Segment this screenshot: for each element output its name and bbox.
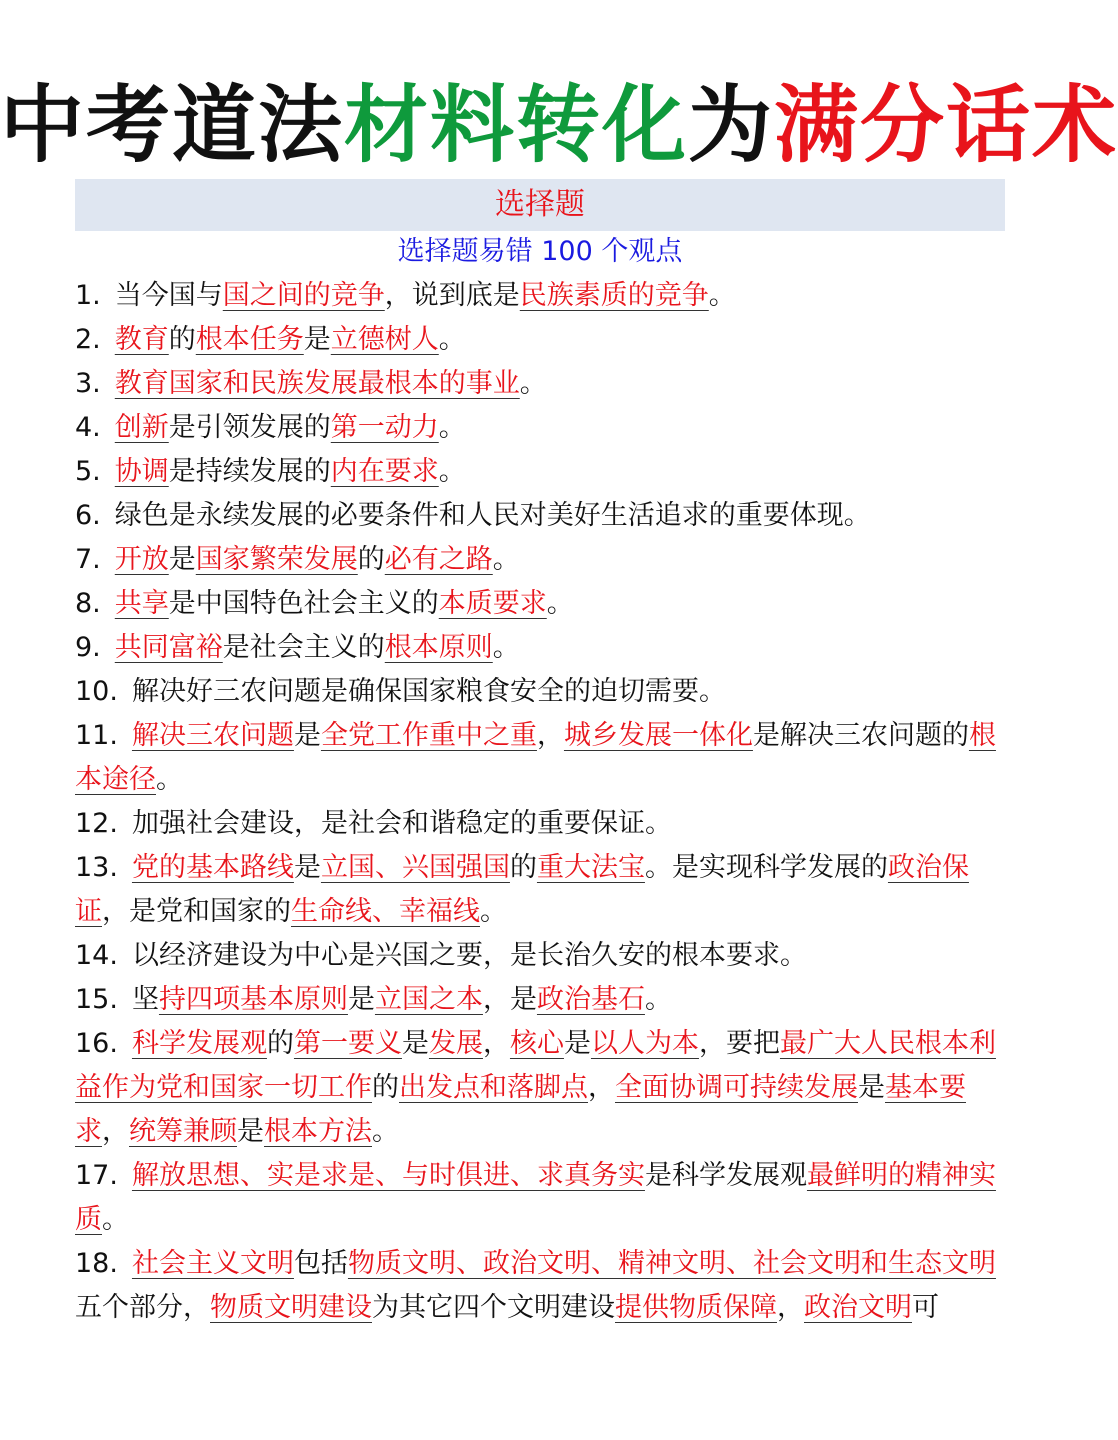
key-phrase: 教育国家和民族发展最根本的事业 [114,368,520,399]
item-number: 16. [75,1028,118,1059]
key-phrase: 政治基石 [536,984,645,1015]
key-phrase: 核心 [509,1028,564,1059]
list-item [75,802,1005,846]
key-phrase: 内在要求 [330,456,439,487]
key-phrase: 立国、兴国强国 [320,852,510,883]
item-text: 。 [438,456,466,487]
item-text: 的 [372,1072,399,1103]
key-phrase: 持四项基本原则 [158,984,348,1015]
key-phrase: 政治文明 [804,1292,912,1323]
item-number: 8. [75,588,101,619]
item-text: 的 [266,1028,294,1059]
list-item [75,362,1005,406]
title-part-3: 为 [688,75,775,174]
item-text: 包括 [293,1248,348,1279]
item-text: 。 [519,368,547,399]
key-phrase: 立国之本 [374,984,483,1015]
item-text: 是中国特色社会主义的 [168,588,439,619]
list-item [75,450,1005,494]
item-text: 当今国与 [114,280,223,311]
key-phrase: 共同富裕 [114,632,223,663]
item-text: 。 [708,280,736,311]
item-text: 。 [644,984,672,1015]
title-part-2: 材料转化 [344,75,689,174]
item-number: 6. [75,500,101,531]
item-text: 是 [168,544,196,575]
item-number: 3. [75,368,101,399]
item-number: 9. [75,632,101,663]
list-item [75,406,1005,450]
key-phrase: 物质文明、政治文明、精神文明、社会文明和生态文明 [347,1248,996,1279]
item-number: 5. [75,456,101,487]
key-phrase: 社会主义文明 [131,1248,294,1279]
title-part-1: 中考道法 [0,75,345,174]
item-text: 。 [438,412,466,443]
item-number: 4. [75,412,101,443]
list-item [75,934,1005,978]
item-text: 。 [156,764,183,795]
item-text: 解决好三农问题是确保国家粮食安全的迫切需要。 [131,676,726,707]
item-text: 。 [546,588,574,619]
item-number: 2. [75,324,101,355]
item-text: 是 [293,852,321,883]
item-text: 。 [438,324,466,355]
key-phrase: 解决三农问题 [131,720,294,751]
item-number: 1. [75,280,101,311]
key-phrase: 物质文明建设 [210,1292,372,1323]
item-text: 的 [357,544,385,575]
list-item [75,978,1005,1022]
key-phrase: 国之间的竞争 [222,280,385,311]
item-text: 是 [858,1072,885,1103]
list-item [75,846,1005,934]
item-text: ，说到底是 [384,280,520,311]
key-phrase: 党的基本路线 [131,852,294,883]
item-number: 7. [75,544,101,575]
list-item [75,494,1005,538]
list-item [75,582,1005,626]
key-phrase: 创新 [114,412,169,443]
item-text: 。 [492,544,520,575]
key-phrase: 生命线、幸福线 [291,896,480,927]
list-item [75,1154,1005,1242]
item-number: 11. [75,720,118,751]
item-text: 是 [293,720,321,751]
item-text: ， [102,1116,129,1147]
key-phrase: 以人为本 [590,1028,699,1059]
item-text: 。 [102,1204,129,1235]
key-phrase: 根本任务 [195,324,304,355]
item-text: 可 [912,1292,939,1323]
item-text: 。 [372,1116,399,1147]
key-phrase: 最鲜明的精神实质 [75,1160,996,1235]
key-phrase: 根本途径 [75,720,996,795]
item-text: 以经济建设为中心是兴国之要，是长治久安的根本要求。 [131,940,807,971]
list-item [75,318,1005,362]
key-phrase: 根本方法 [264,1116,372,1147]
key-phrase: 全党工作重中之重 [320,720,537,751]
item-number: 18. [75,1248,118,1279]
item-text: 加强社会建设，是社会和谐稳定的重要保证。 [131,808,672,839]
item-text: ，要把 [698,1028,780,1059]
item-number: 15. [75,984,118,1015]
item-text: 是 [563,1028,591,1059]
page-title [0,70,1118,180]
key-phrase: 协调 [114,456,169,487]
key-phrase: 统筹兼顾 [129,1116,237,1147]
key-phrase: 国家繁荣发展 [195,544,358,575]
list-item [75,714,1005,802]
item-text: ，是 [482,984,537,1015]
list-item [75,1242,1005,1330]
item-text: 。 [492,632,520,663]
key-phrase: 解放思想、实是求是、与时俱进、求真务实 [131,1160,645,1191]
item-text: 是 [303,324,331,355]
item-text: 是解决三农问题的 [752,720,969,751]
item-text: ， [588,1072,615,1103]
list-item [75,538,1005,582]
item-text: 为其它四个文明建设 [372,1292,615,1323]
list-item [75,274,1005,318]
key-phrase: 最广大人民根本利益作为党和国家一切工作 [75,1028,996,1103]
item-text: ， [482,1028,510,1059]
item-number: 13. [75,852,118,883]
item-text: 的 [509,852,537,883]
item-text: 是引领发展的 [168,412,331,443]
key-phrase: 必有之路 [384,544,493,575]
key-phrase: 第一要义 [293,1028,402,1059]
point-list [75,274,1005,1330]
item-text: 是社会主义的 [222,632,385,663]
item-text: ， [777,1292,804,1323]
item-text: ，是党和国家的 [102,896,291,927]
item-number: 12. [75,808,118,839]
key-phrase: 重大法宝 [536,852,645,883]
item-text: ， [536,720,564,751]
item-text: 是 [237,1116,264,1147]
item-text: 是科学发展观 [644,1160,807,1191]
section-header: 选择题 [75,179,1005,231]
item-text: 绿色是永续发展的必要条件和人民对美好生活追求的重要体现。 [114,500,871,531]
list-item [75,626,1005,670]
key-phrase: 城乡发展一体化 [563,720,753,751]
key-phrase: 根本原则 [384,632,493,663]
list-item [75,670,1005,714]
key-phrase: 本质要求 [438,588,547,619]
key-phrase: 共享 [114,588,169,619]
item-number: 17. [75,1160,118,1191]
item-number: 14. [75,940,118,971]
key-phrase: 提供物质保障 [615,1292,777,1323]
item-text: 是 [347,984,375,1015]
list-item [75,1022,1005,1154]
title-part-4: 满分话术 [774,75,1118,174]
section-subtitle: 选择题易错 100 个观点 [397,236,683,267]
key-phrase: 开放 [114,544,169,575]
key-phrase: 立德树人 [330,324,439,355]
key-phrase: 发展 [428,1028,483,1059]
key-phrase: 基本要求 [75,1072,966,1147]
key-phrase: 民族素质的竞争 [519,280,709,311]
key-phrase: 政治保证 [75,852,969,927]
key-phrase: 出发点和落脚点 [399,1072,588,1103]
key-phrase: 教育 [114,324,169,355]
key-phrase: 科学发展观 [131,1028,267,1059]
item-number: 10. [75,676,118,707]
item-text: 是持续发展的 [168,456,331,487]
item-text: 。是实现科学发展的 [644,852,888,883]
item-text: 。 [480,896,507,927]
item-text: 五个部分， [75,1292,210,1323]
key-phrase: 第一动力 [330,412,439,443]
key-phrase: 全面协调可持续发展 [615,1072,858,1103]
item-text: 坚 [131,984,159,1015]
item-text: 的 [168,324,196,355]
item-text: 是 [401,1028,429,1059]
